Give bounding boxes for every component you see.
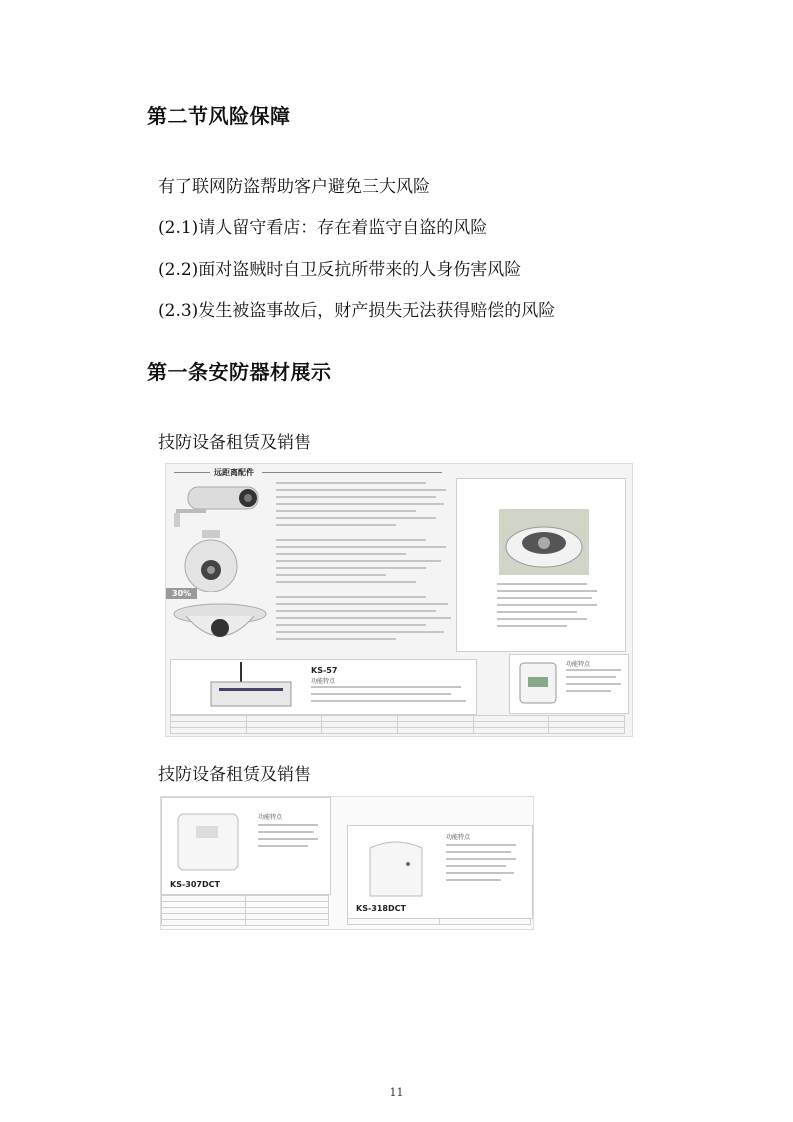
dome-camera-icon	[176, 530, 246, 592]
image1-header: 远距离配件	[214, 468, 254, 477]
image1-feature-a: 功能特点	[311, 678, 336, 685]
image2-right-panel	[347, 825, 533, 919]
ceiling-camera-icon	[499, 509, 589, 575]
caption-equipment-1: 技防设备租赁及销售	[158, 433, 311, 453]
flat-dome-camera-icon	[170, 600, 270, 650]
wall-detector-icon	[366, 838, 426, 900]
pir-detector-icon	[176, 812, 240, 872]
bullet-camera-icon	[170, 479, 270, 529]
section-heading-equipment: 第一条安防器材展示	[147, 360, 332, 384]
image2-spec-table-b	[347, 918, 531, 925]
caption-equipment-2: 技防设备租赁及销售	[158, 765, 311, 785]
risk-item-2: (2.2)面对盗贼时自卫反抗所带来的人身伤害风险	[158, 260, 522, 280]
image1-right-panel	[456, 478, 626, 652]
image1-model-a: KS-57	[311, 666, 338, 675]
section-heading-risk: 第二节风险保障	[147, 104, 291, 128]
alarm-host-icon	[201, 662, 301, 712]
image1-alarm-panel	[170, 659, 477, 715]
image1-detector-panel	[509, 654, 629, 714]
image2-feature-a: 功能特点	[258, 814, 283, 821]
risk-item-1: (2.1)请人留守看店：存在着监守自盗的风险	[158, 218, 488, 238]
risk-intro: 有了联网防盗帮助客户避免三大风险	[158, 177, 430, 197]
image1-badge: 30%	[166, 588, 197, 599]
product-image-1	[165, 463, 633, 737]
detector-icon	[518, 661, 558, 705]
image2-left-panel	[161, 797, 331, 895]
product-image-2	[160, 796, 534, 930]
image1-spec-table	[170, 715, 625, 734]
image2-model-b: KS-318DCT	[356, 904, 406, 913]
image1-feature-b: 功能特点	[566, 661, 591, 668]
image2-model-a: KS-307DCT	[170, 880, 220, 889]
image2-spec-table-a	[161, 895, 329, 926]
page-number: 11	[389, 1086, 404, 1099]
risk-item-3: (2.3)发生被盗事故后，财产损失无法获得赔偿的风险	[158, 301, 556, 321]
image2-feature-b: 功能特点	[446, 834, 471, 841]
